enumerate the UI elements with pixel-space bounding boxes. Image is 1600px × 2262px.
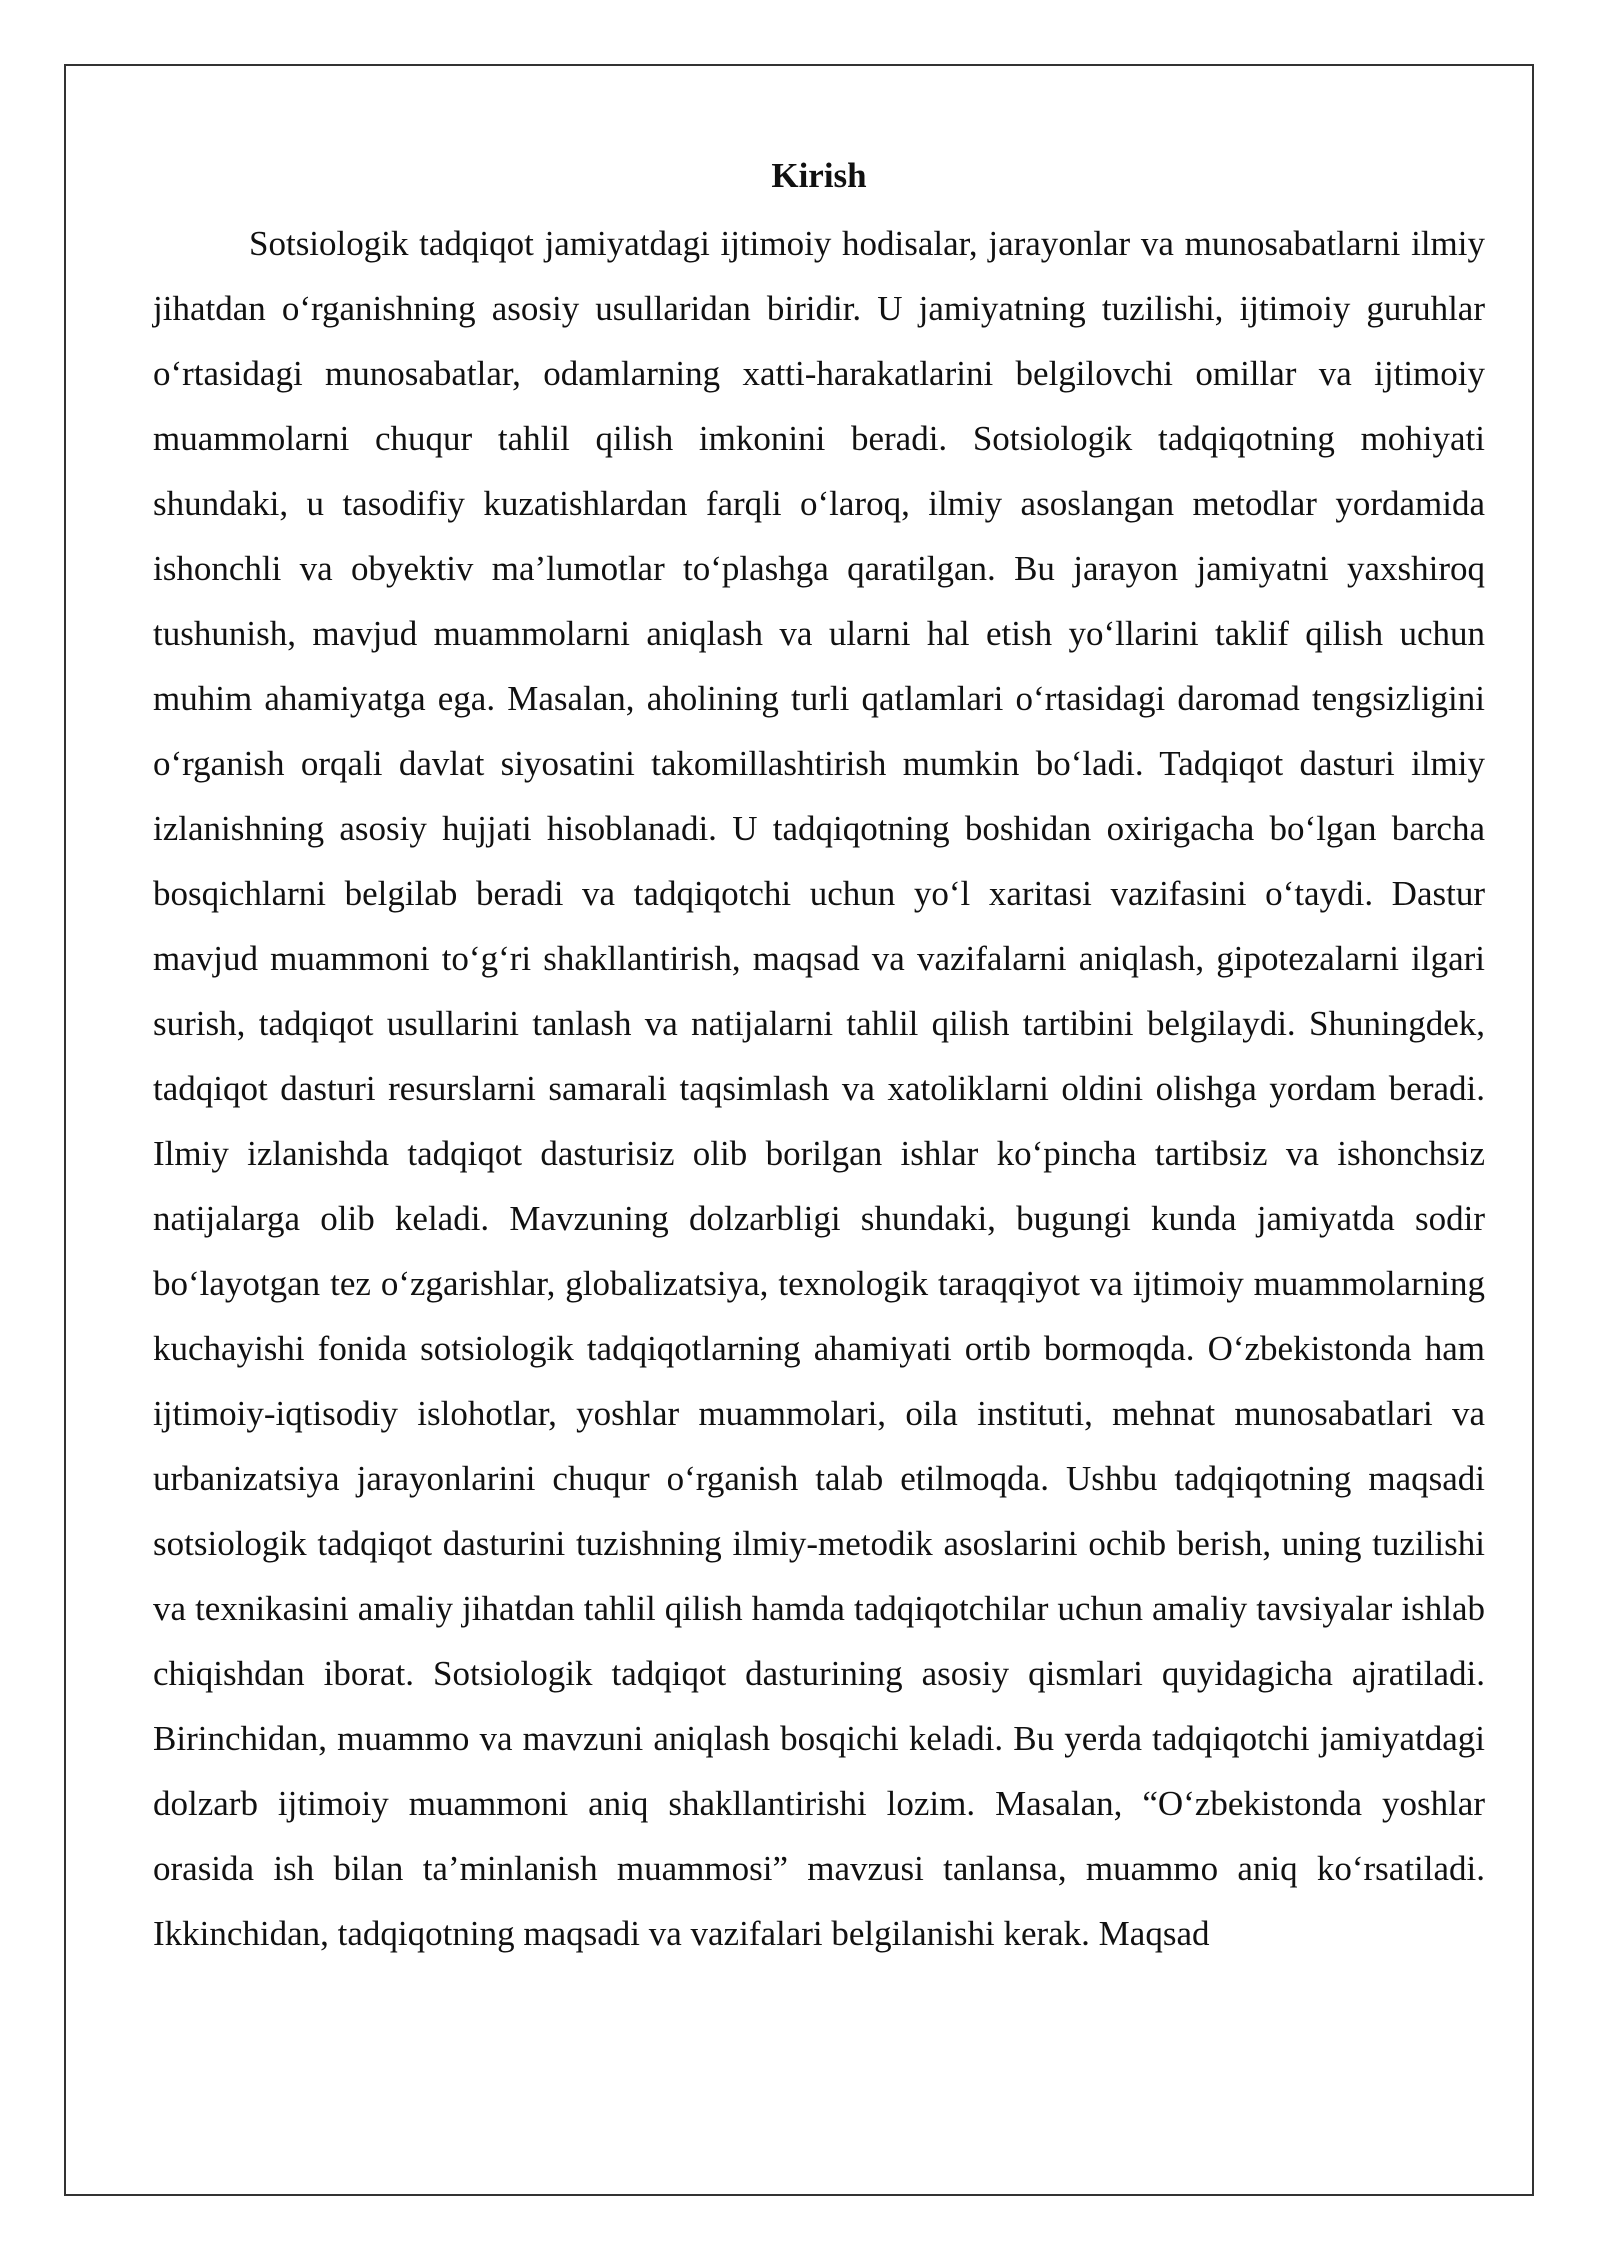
document-content bbox=[153, 146, 1485, 1966]
section-title: Kirish bbox=[771, 156, 867, 195]
body-paragraph: Sotsiologik tadqiqot jamiyatdagi ijtimoiy hodisalar, jarayonlar va munosabatlarni ilmiy jihatdan o‘rganishning asosiy usullaridan biridir. U jamiyatning tuzilishi, ijtimoiy guruhlar o‘rtasidagi munosabatlar, odamlarning xatti-harakatlarini belgilovchi omillar va ijtimoiy muammolarni chuqur tahlil qilish imkonini beradi. Sotsiologik tadqiqotning mohiyati shundaki, u tasodifiy kuzatishlardan farqli o‘laroq, ilmiy asoslangan metodlar yordamida ishonchli va obyektiv ma’lumotlar to‘plashga qaratilgan. Bu jarayon jamiyatni yaxshiroq tushunish, mavjud muammolarni aniqlash va ularni hal etish yo‘llarini taklif qilish uchun muhim ahamiyatga ega. Masalan, aholining turli qatlamlari o‘rtasidagi daromad tengsizligini o‘rganish orqali davlat siyosatini takomillashtirish mumkin bo‘ladi. Tadqiqot dasturi ilmiy izlanishning asosiy hujjati hisoblanadi. U tadqiqotning boshidan oxirigacha bo‘lgan barcha bosqichlarni belgilab beradi va tadqiqotchi uchun yo‘l xaritasi vazifasini o‘taydi. Dastur mavjud muammoni to‘g‘ri shakllantirish, maqsad va vazifalarni aniqlash, gipotezalarni ilgari surish, tadqiqot usullarini tanlash va natijalarni tahlil qilish tartibini belgilaydi. Shuningdek, tadqiqot dasturi resurslarni samarali taqsimlash va xatoliklarni oldini olishga yordam beradi. Ilmiy izlanishda tadqiqot dasturisiz olib borilgan ishlar ko‘pincha tartibsiz va ishonchsiz natijalarga olib keladi. Mavzuning dolzarbligi shundaki, bugungi kunda jamiyatda sodir bo‘layotgan tez o‘zgarishlar, globalizatsiya, texnologik taraqqiyot va ijtimoiy muammolarning kuchayishi fonida sotsiologik tadqiqotlarning ahamiyati ortib bormoqda. O‘zbekistonda ham ijtimoiy-iqtisodiy islohotlar, yoshlar muammolari, oila instituti, mehnat munosabatlari va urbanizatsiya jarayonlarini chuqur o‘rganish talab etilmoqda. Ushbu tadqiqotning maqsadi sotsiologik tadqiqot dasturini tuzishning ilmiy-metodik asoslarini ochib berish, uning tuzilishi va texnikasini amaliy jihatdan tahlil qilish hamda tadqiqotchilar uchun amaliy tavsiyalar ishlab chiqishdan iborat. Sotsiologik tadqiqot dasturining asosiy qismlari quyidagicha ajratiladi. Birinchidan, muammo va mavzuni aniqlash bosqichi keladi. Bu yerda tadqiqotchi jamiyatdagi dolzarb ijtimoiy muammoni aniq shakllantirishi lozim. Masalan, “O‘zbekistonda yoshlar orasida ish bilan ta’minlanish muammosi” mavzusi tanlansa, muammo aniq ko‘rsatiladi. Ikkinchidan, tadqiqotning maqsadi va vazifalari belgilanishi kerak. Maqsad bbox=[153, 224, 1485, 1953]
